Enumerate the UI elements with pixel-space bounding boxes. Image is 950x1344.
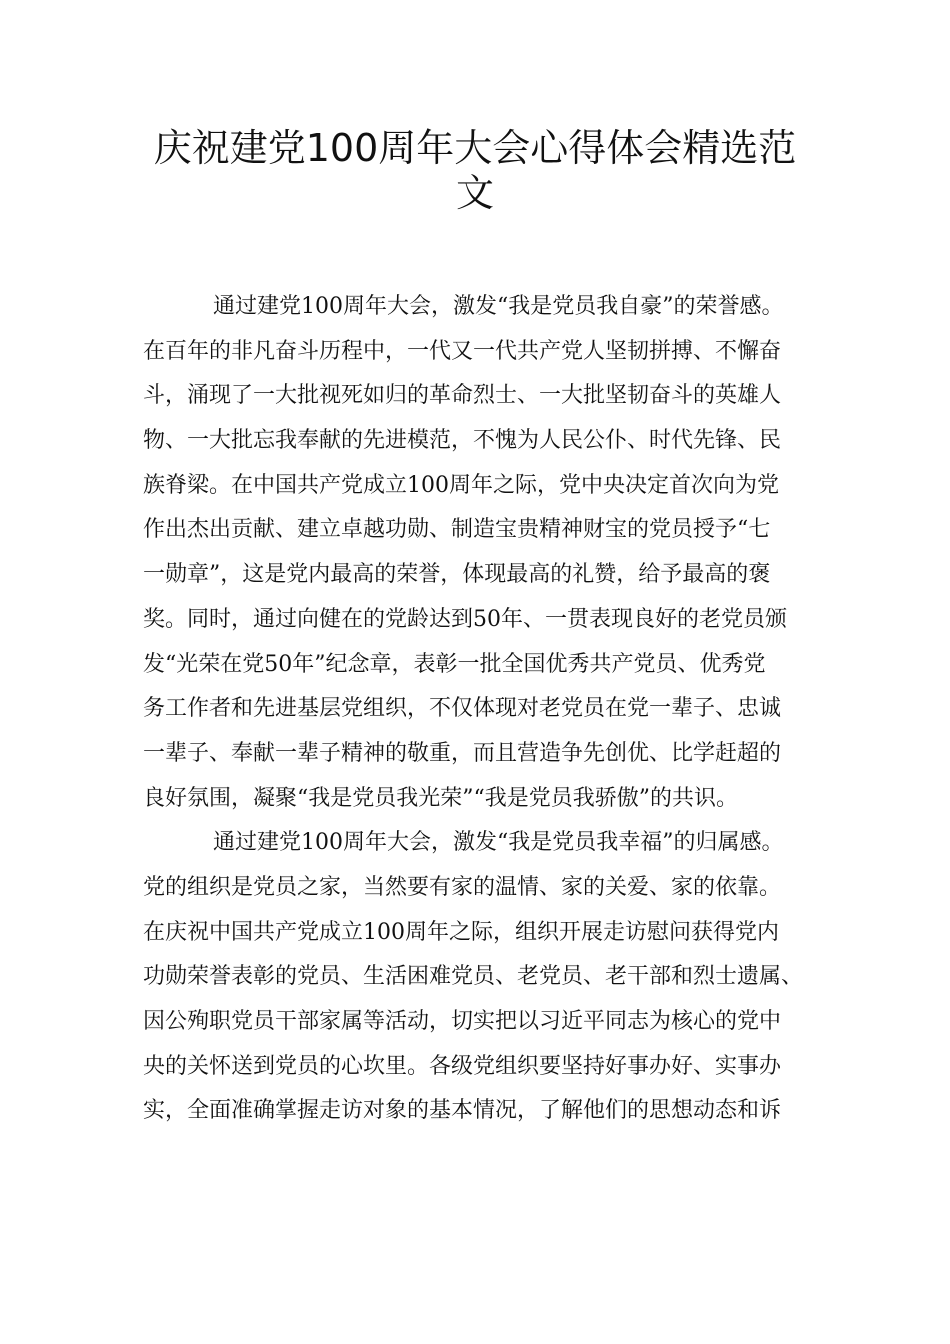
paragraph-line: 良好氛围，凝聚“我是党员我光荣”“我是党员我骄傲”的共识。 [143,785,738,811]
document-title [140,126,810,215]
paragraph-line: 在百年的非凡奋斗历程中，一代又一代共产党人坚韧拼搏、不懈奋 [143,338,782,364]
paragraph-line: 央的关怀送到党员的心坎里。各级党组织要坚持好事办好、实事办 [143,1053,782,1079]
paragraph-line: 一辈子、奉献一辈子精神的敬重，而且营造争先创优、比学赶超的 [143,740,782,766]
paragraph-line: 在庆祝中国共产党成立100周年之际，组织开展走访慰问获得党内 [143,919,779,945]
paragraph-line: 党的组织是党员之家，当然要有家的温情、家的关爱、家的依靠。 [143,874,782,900]
paragraph-line: 通过建党100周年大会，激发“我是党员我自豪”的荣誉感。 [213,294,784,319]
title-line: 庆祝建党100周年大会心得体会精选范 [153,126,797,170]
document-body [143,285,833,1134]
paragraph-line: 一勋章”，这是党内最高的荣誉，体现最高的礼赞，给予最高的褒 [143,562,771,588]
paragraph-line: 功勋荣誉表彰的党员、生活困难党员、老党员、老干部和烈士遗属、 [143,964,804,990]
paragraph-line: 作出杰出贡献、建立卓越功勋、制造宝贵精神财宝的党员授予“七 [143,517,771,543]
paragraph-line: 发“光荣在党50年”纪念章，表彰一批全国优秀共产党员、优秀党 [143,651,766,677]
paragraph-line: 务工作者和先进基层党组织，不仅体现对老党员在党一辈子、忠诚 [143,696,782,722]
paragraph-line: 物、一大批忘我奉献的先进模范，不愧为人民公仆、时代先锋、民 [143,428,782,454]
paragraph-line: 奖。同时，通过向健在的党龄达到50年、一贯表现良好的老党员颁 [143,606,787,632]
title-line: 文 [455,170,494,215]
paragraph-line: 因公殉职党员干部家属等活动，切实把以习近平同志为核心的党中 [143,1009,782,1034]
paragraph-line: 实，全面准确掌握走访对象的基本情况，了解他们的思想动态和诉 [143,1098,782,1124]
paragraph-line: 族脊梁。在中国共产党成立100周年之际，党中央决定首次向为党 [143,472,779,498]
paragraph-line: 斗，涌现了一大批视死如归的革命烈士、一大批坚韧奋斗的英雄人 [143,383,782,409]
paragraph-line: 通过建党100周年大会，激发“我是党员我幸福”的归属感。 [213,830,784,856]
